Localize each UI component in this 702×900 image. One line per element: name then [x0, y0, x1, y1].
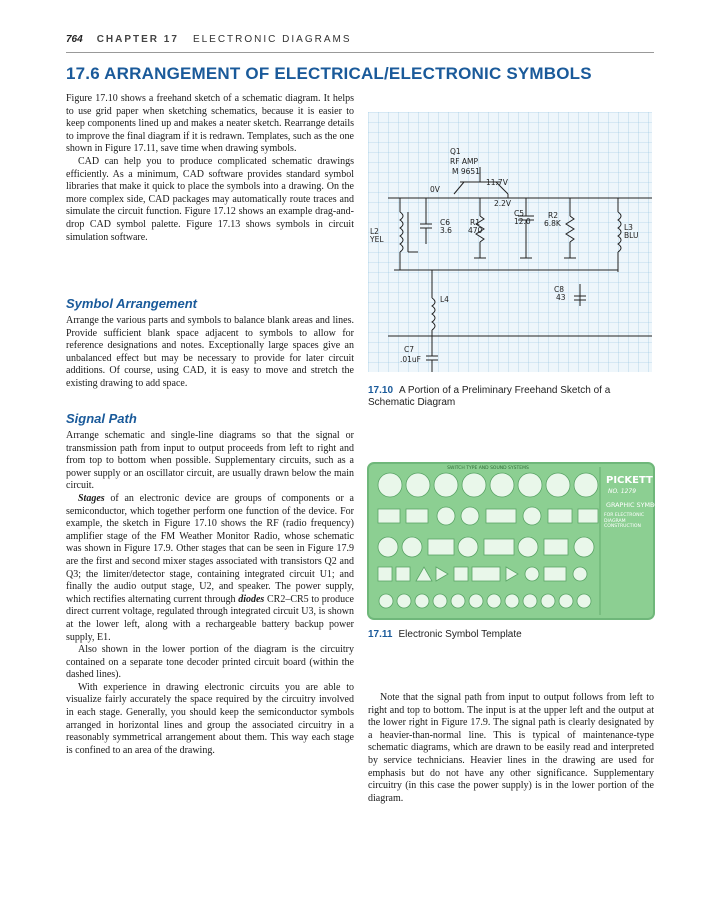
label-yel: YEL	[370, 235, 384, 244]
label-11-7v: 11.7V	[486, 178, 508, 187]
label-c8: C8	[554, 285, 565, 294]
symbol-arrangement-heading: Symbol Arrangement	[66, 296, 197, 311]
figure-17-10-caption	[368, 385, 652, 409]
label-c8-value: 43	[556, 293, 566, 302]
template-product: GRAPHIC SYMBOLS	[606, 501, 667, 509]
figure-17-11-number: 17.11	[368, 629, 393, 640]
label-m9651: M 9651	[452, 167, 480, 176]
label-r1: R1	[470, 218, 480, 227]
label-c6: C6	[440, 218, 451, 227]
label-l2: L2	[370, 227, 379, 236]
stages-text-b: CR2–CR5 to produce direct current voltage, regulated through integrated circuit U3, is shown at the lower left, along with a rechargeable battery backup power supply, E1.	[66, 593, 354, 643]
intro-paragraph-2: CAD can help you to produce complicated schematic drawings efficiently. As a minimum, CAD software provides standard symbol libraries that make it quick to place the symbols into a drawing. On the more complex side, CAD packages may automatically route traces and simulate the circuit function. Figure 17.12 shows an example drag-and-drop CAD symbol palette. Figure 17.13 shows symbols in circuit simulation software.	[66, 155, 354, 243]
chapter-title: ELECTRONIC DIAGRAMS	[192, 34, 352, 45]
label-c5-value: 12.0	[514, 217, 531, 226]
label-c5: C5	[514, 209, 525, 218]
diodes-term: diodes	[238, 593, 265, 605]
signal-path-heading: Signal Path	[66, 411, 137, 426]
symbol-template-image	[368, 463, 667, 619]
symbol-arrangement-text	[66, 315, 354, 391]
signal-path-paragraph-1: Arrange schematic and single-line diagrams so that the signal or transmission path from input to output proceeds from left to right and from top to bottom when possible. Supplementary circuits, such as a power supply or an oscillator circuit, are usually drawn below the main circuit.	[66, 430, 354, 492]
symbol-arrangement-paragraph: Arrange the various parts and symbols to balance blank areas and lines. Provide sufficient blank space adjacent to symbols to allow for reference designations and notes. Exceptionally large spaces give an unbalanced effect but may be necessary to provide for later circuit additions. Of course, using CAD, it is easy to move and stretch the existing drawing to add space.	[66, 315, 354, 389]
label-q1: Q1	[450, 147, 461, 156]
label-l4: L4	[440, 295, 449, 304]
template-top-label: SWITCH TYPE AND SOUND SYSTEMS	[447, 466, 529, 471]
schematic-sketch	[368, 112, 652, 372]
intro-paragraph-1: Figure 17.10 shows a freehand sketch of a schematic diagram. It helps to use grid paper when sketching schematics, because it is easier to keep components lined up and makes a neater sketch. Rearrange details to improve the final diagram if it is redrawn. Templates, such as the one shown in Figure 17.11, save time when drawing symbols.	[66, 93, 354, 155]
label-r2-value: 6.8K	[544, 219, 561, 228]
header-rule	[66, 52, 654, 53]
label-c7: C7	[404, 345, 415, 354]
template-subtitle: FOR ELECTRONIC DIAGRAM CONSTRUCTION	[604, 513, 645, 530]
section-title: 17.6 ARRANGEMENT OF ELECTRICAL/ELECTRONIC SYMBOLS	[66, 64, 592, 83]
right-column-text	[368, 692, 654, 805]
figure-17-11-caption	[368, 629, 652, 641]
figure-17-10-sketch	[368, 112, 652, 372]
label-blu: BLU	[624, 231, 639, 240]
chapter-number: CHAPTER 17	[96, 34, 179, 45]
label-2-2v: 2.2V	[494, 199, 512, 208]
template-model: NO. 1279	[608, 488, 637, 495]
figure-17-11-caption-text: Electronic Symbol Template	[398, 629, 522, 640]
stages-term: Stages	[78, 492, 105, 504]
label-rf-amp: RF AMP	[450, 157, 479, 166]
label-c6-value: 3.6	[440, 226, 452, 235]
label-l3: L3	[624, 223, 633, 232]
figure-17-10-caption-text: A Portion of a Preliminary Freehand Sketch of a Schematic Diagram	[368, 385, 611, 408]
page-number: 764	[66, 34, 83, 45]
right-column-paragraph: Note that the signal path from input to output follows from left to right and top to bottom. The input is at the upper left and the output at the lower right in Figure 17.9. The signal path is clearly designated by a heavier-than-normal line. This is typical of maintenance-type schematic diagrams, which are drawn to be easily read and interpreted by service technicians. Heavier lines in the drawing are used for emphasis but do not have any other significance. Supplementary circuitry (in this case the power supply) is in the lower portion of the diagram.	[368, 692, 654, 804]
label-c7-value: .01uF	[400, 355, 421, 364]
running-header	[66, 34, 352, 45]
stages-text-a: of an electronic device are groups of components or a semiconductor, which together perform one function of the device. For example, the sketch in Figure 17.10 shows the RF (radio frequency) amplifier stage of the FM Weather Monitor Radio, whose schematic was shown in Figure 17.9. Other stages that can be seen in Figure 17.9 are the first and second mixer stages associated with transistors Q2 and Q3; the limiter/detector stage, containing integrated circuit U1; and finally the audio output stage, U2, and speaker. The power supply, which rectifies alternating current through	[66, 492, 354, 605]
signal-path-paragraph-3: Also shown in the lower portion of the diagram is the circuitry contained on a separate tone decoder printed circuit board (within the dashed lines).	[66, 644, 354, 681]
figure-17-11-template	[368, 463, 667, 619]
label-0v: 0V	[430, 185, 440, 194]
template-brand: PICKETT	[606, 475, 653, 486]
figure-17-10-number: 17.10	[368, 385, 394, 396]
signal-path-paragraph-4: With experience in drawing electronic circuits you are able to visualize fairly accurately the space required by the circuitry involved in each stage. Generally, you should keep the semiconductor symbols arranged in horizontal lines and group the associated circuitry in a reasonably symmetrical arrangement about them. This way each stage is confined to an area of the drawing.	[66, 681, 354, 756]
label-r1-value: 470	[468, 226, 483, 235]
label-r2: R2	[548, 211, 558, 220]
intro-text	[66, 93, 354, 244]
signal-path-text	[66, 430, 354, 757]
signal-path-paragraph-2	[66, 493, 354, 644]
